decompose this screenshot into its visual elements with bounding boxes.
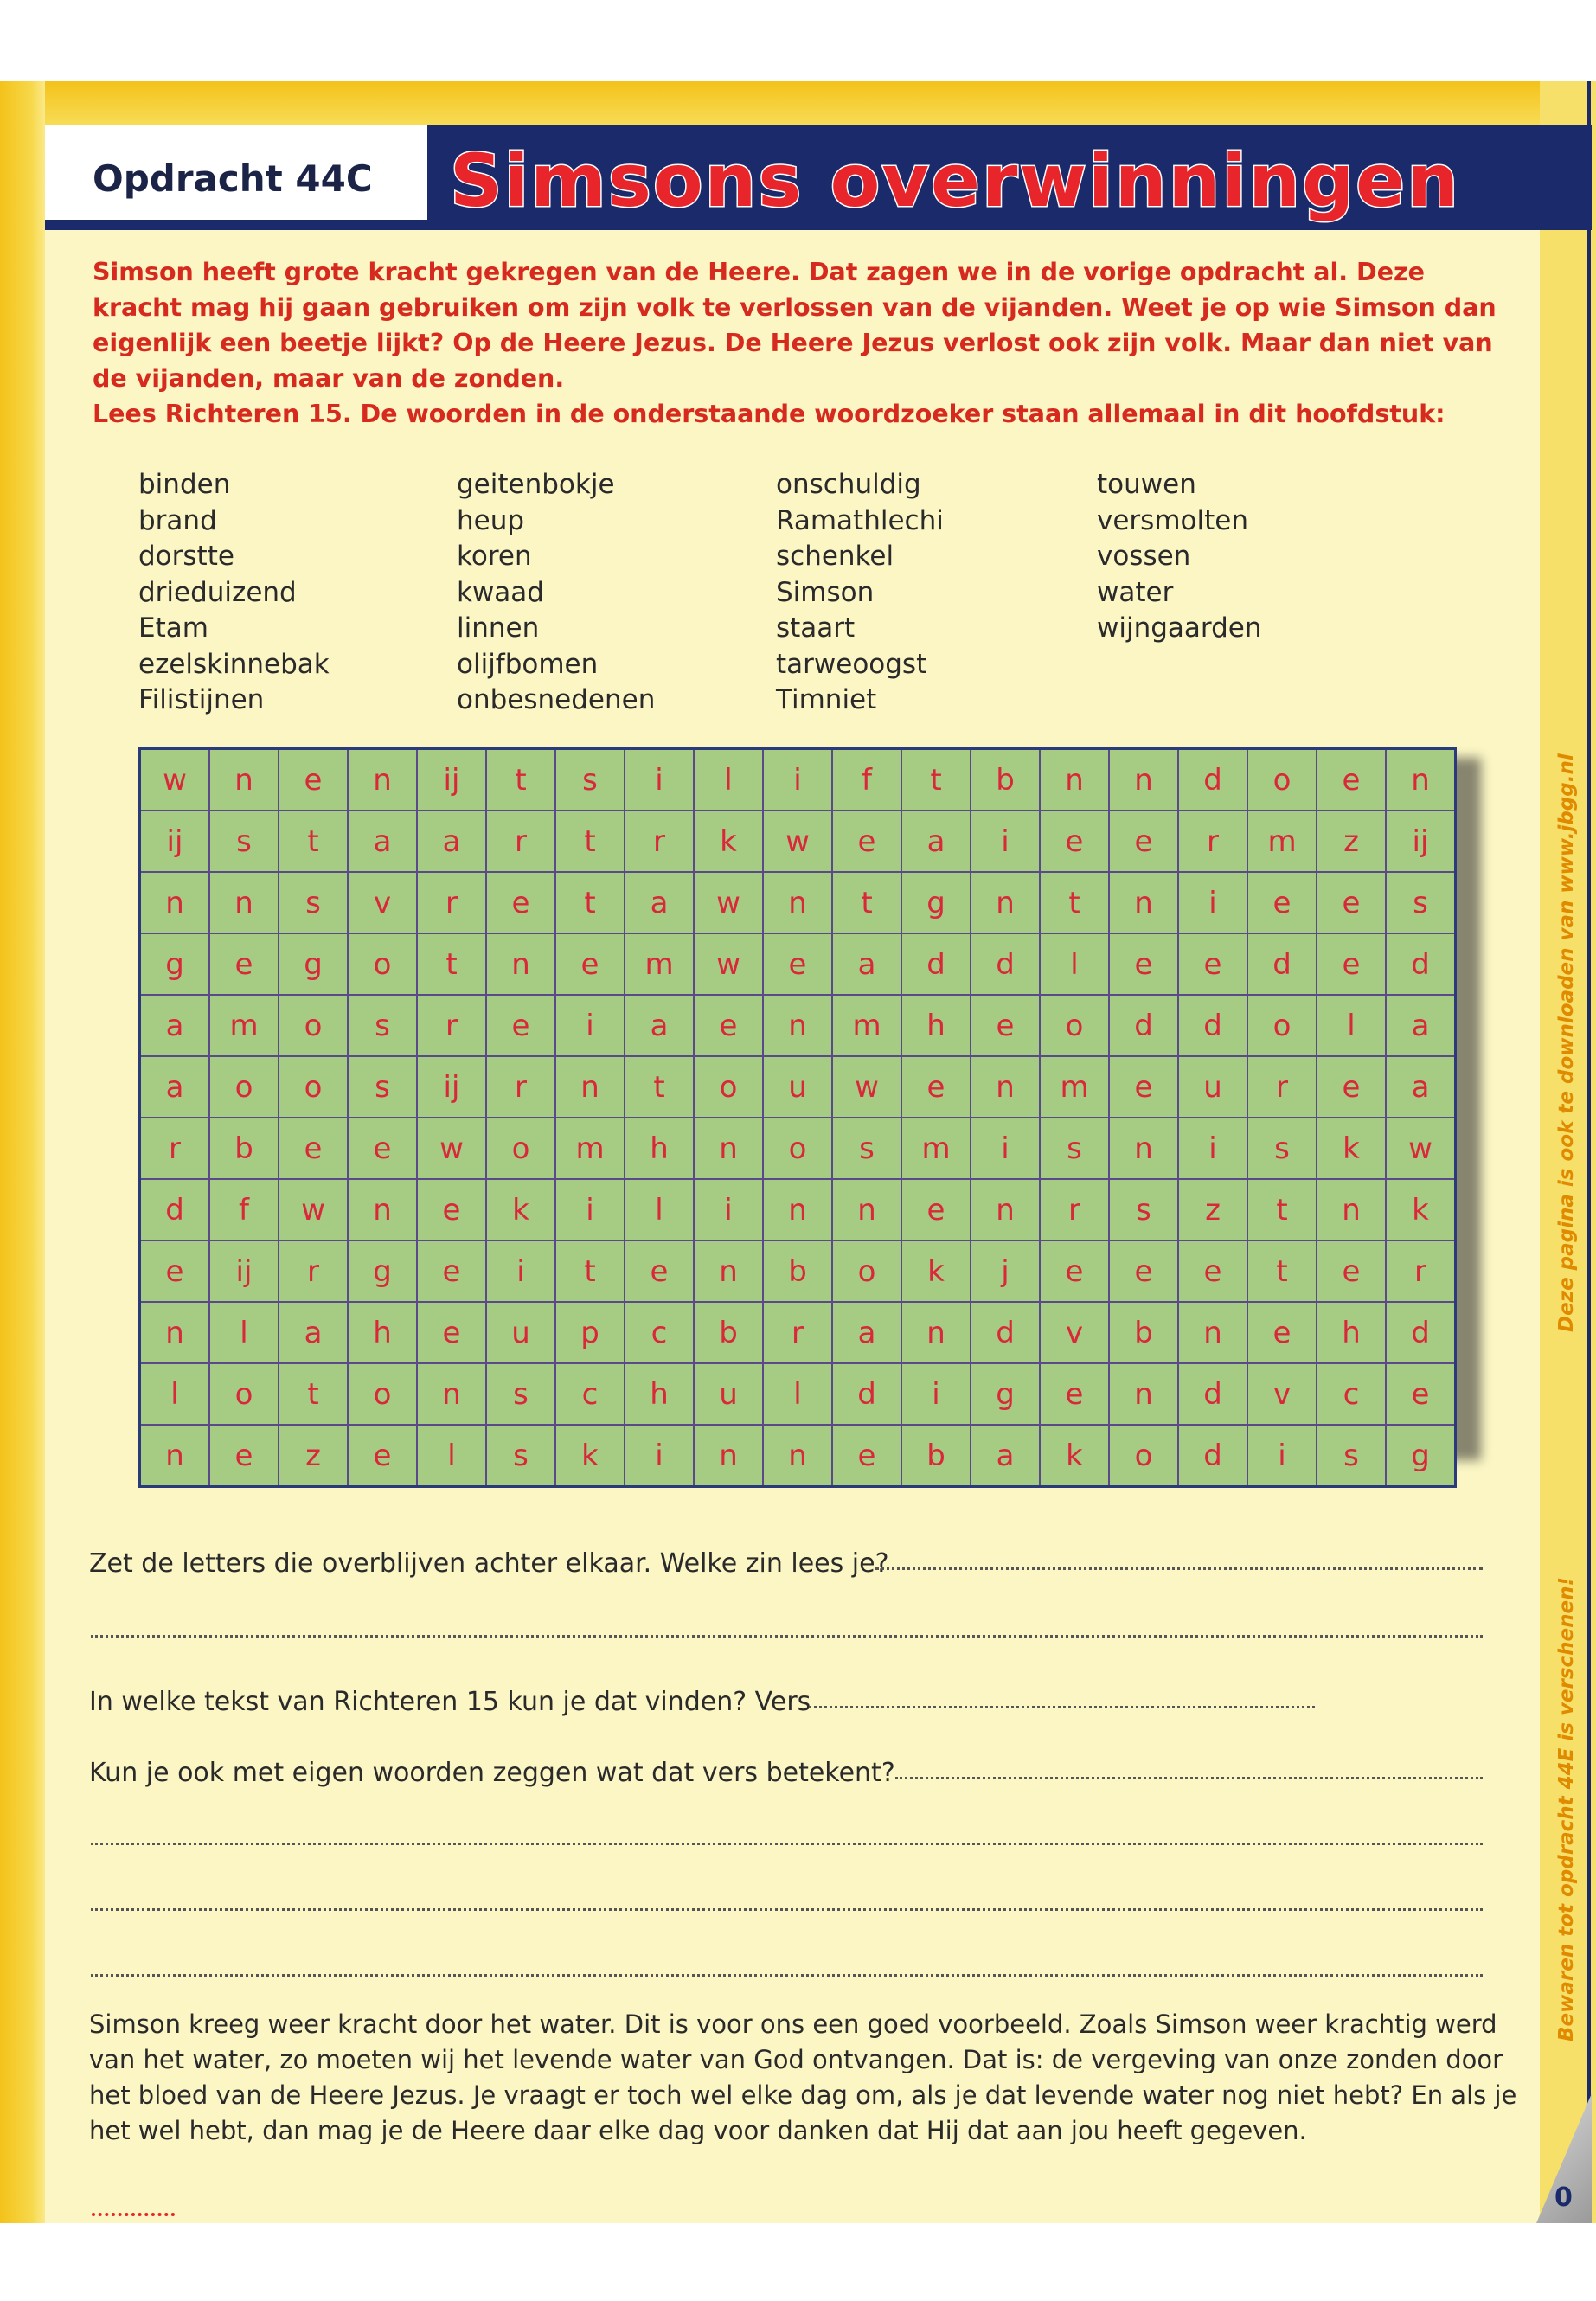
grid-cell[interactable]: t: [555, 811, 625, 872]
word-column: [776, 467, 944, 719]
side-note-keep: Bewaren tot opdracht 44E is verschenen!: [1555, 1577, 1578, 2041]
grid-cell[interactable]: n: [1386, 749, 1456, 811]
word-item: water: [1097, 576, 1174, 608]
grid-cell[interactable]: e: [1317, 933, 1386, 995]
grid-cell[interactable]: u: [1178, 1056, 1247, 1118]
grid-cell[interactable]: e: [763, 933, 832, 995]
bottom-mark: [92, 2208, 175, 2216]
grid-cell[interactable]: e: [279, 1118, 348, 1179]
grid-cell[interactable]: ij: [209, 1240, 279, 1302]
grid-cell[interactable]: n: [832, 1179, 901, 1240]
answer-line-3b[interactable]: [91, 1843, 1483, 1845]
grid-cell[interactable]: r: [1386, 1240, 1456, 1302]
grid-cell[interactable]: s: [832, 1118, 901, 1179]
grid-cell[interactable]: d: [140, 1179, 210, 1240]
grid-cell[interactable]: e: [209, 1425, 279, 1487]
grid-cell[interactable]: h: [348, 1302, 417, 1363]
grid-cell[interactable]: i: [763, 749, 832, 811]
grid-cell[interactable]: n: [1109, 872, 1178, 933]
grid-cell[interactable]: w: [694, 872, 763, 933]
grid-cell[interactable]: h: [1317, 1302, 1386, 1363]
grid-cell[interactable]: m: [832, 995, 901, 1056]
word-item: wijngaarden: [1097, 612, 1262, 644]
grid-cell[interactable]: i: [486, 1240, 555, 1302]
grid-cell[interactable]: w: [417, 1118, 486, 1179]
grid-cell[interactable]: t: [1040, 872, 1109, 933]
grid-cell[interactable]: n: [763, 1425, 832, 1487]
grid-cell[interactable]: n: [417, 1363, 486, 1425]
grid-cell[interactable]: n: [209, 749, 279, 811]
word-item: Etam: [138, 612, 208, 644]
grid-row: [140, 1179, 1456, 1240]
grid-cell[interactable]: c: [1317, 1363, 1386, 1425]
grid-cell[interactable]: l: [625, 1179, 694, 1240]
grid-cell[interactable]: m: [625, 933, 694, 995]
word-item: geitenbokje: [457, 469, 615, 500]
grid-cell[interactable]: o: [209, 1056, 279, 1118]
grid-cell[interactable]: t: [625, 1056, 694, 1118]
grid-cell[interactable]: e: [417, 1179, 486, 1240]
grid-cell[interactable]: i: [971, 811, 1040, 872]
grid-cell[interactable]: b: [1109, 1302, 1178, 1363]
grid-cell[interactable]: s: [555, 749, 625, 811]
grid-cell[interactable]: e: [1247, 872, 1317, 933]
word-item: linnen: [457, 612, 540, 644]
grid-cell[interactable]: u: [763, 1056, 832, 1118]
grid-cell[interactable]: n: [763, 995, 832, 1056]
grid-cell[interactable]: d: [1386, 1302, 1456, 1363]
word-item: versmolten: [1097, 504, 1248, 536]
grid-cell[interactable]: d: [1109, 995, 1178, 1056]
grid-cell[interactable]: w: [279, 1179, 348, 1240]
grid-cell[interactable]: e: [279, 749, 348, 811]
word-item: drieduizend: [138, 576, 297, 608]
answer-line-1b[interactable]: [91, 1635, 1483, 1638]
grid-cell[interactable]: e: [1040, 1363, 1109, 1425]
grid-cell[interactable]: n: [348, 1179, 417, 1240]
grid-cell[interactable]: w: [140, 749, 210, 811]
grid-cell[interactable]: o: [279, 1056, 348, 1118]
grid-cell[interactable]: n: [1109, 749, 1178, 811]
grid-cell[interactable]: e: [971, 995, 1040, 1056]
grid-cell[interactable]: ij: [1386, 811, 1456, 872]
grid-row: [140, 1056, 1456, 1118]
assignment-label: Opdracht 44C: [93, 157, 373, 200]
grid-cell[interactable]: o: [348, 1363, 417, 1425]
grid-cell[interactable]: n: [971, 872, 1040, 933]
grid-cell[interactable]: n: [971, 1179, 1040, 1240]
question-1: Zet de letters die overblijven achter elkaar. Welke zin lees je?: [89, 1548, 889, 1579]
word-item: vossen: [1097, 541, 1191, 572]
grid-cell[interactable]: n: [694, 1118, 763, 1179]
closing-text: Simson kreeg weer kracht door het water. Dit is voor ons een goed voorbeeld. Zoals Simson weer krachtig werd van het water, zo moeten wij het levende water van God ontvangen. Dat is: de vergeving van onze zonden door het bloed van de Heere Jezus. Je vraagt er toch wel elke dag om, als je dat levende water nog niet hebt? En als je het wel hebt, dan mag je de Heere daar elke dag voor danken dat Hij dat aan jou heeft gegeven.: [89, 2009, 1517, 2145]
word-item: dorstte: [138, 541, 234, 572]
page-title: Simsons overwinningen: [450, 138, 1460, 223]
grid-cell[interactable]: a: [140, 1056, 210, 1118]
grid-cell[interactable]: b: [694, 1302, 763, 1363]
grid-cell[interactable]: h: [625, 1118, 694, 1179]
grid-cell[interactable]: r: [140, 1118, 210, 1179]
grid-cell[interactable]: e: [1178, 1240, 1247, 1302]
grid-row: [140, 872, 1456, 933]
grid-cell[interactable]: a: [348, 811, 417, 872]
grid-cell[interactable]: e: [348, 1425, 417, 1487]
grid-row: [140, 749, 1456, 811]
word-item: koren: [457, 541, 532, 572]
word-item: Filistijnen: [138, 684, 265, 715]
word-item: Timniet: [776, 684, 877, 715]
grid-cell[interactable]: w: [832, 1056, 901, 1118]
word-item: kwaad: [457, 576, 544, 608]
grid-cell[interactable]: i: [555, 1179, 625, 1240]
grid-cell[interactable]: n: [1109, 1363, 1178, 1425]
grid-cell[interactable]: n: [1178, 1302, 1247, 1363]
grid-cell[interactable]: o: [832, 1240, 901, 1302]
grid-cell[interactable]: n: [694, 1425, 763, 1487]
grid-cell[interactable]: e: [901, 1056, 971, 1118]
grid-cell[interactable]: r: [486, 1056, 555, 1118]
grid-cell[interactable]: u: [486, 1302, 555, 1363]
grid-cell[interactable]: e: [1317, 872, 1386, 933]
grid-cell[interactable]: e: [1317, 1240, 1386, 1302]
grid-cell[interactable]: l: [209, 1302, 279, 1363]
side-note-download: Deze pagina is ook te downloaden van www.jbgg.nl: [1555, 753, 1578, 1332]
grid-cell[interactable]: n: [901, 1302, 971, 1363]
grid-cell[interactable]: i: [1247, 1425, 1317, 1487]
grid-cell[interactable]: a: [901, 811, 971, 872]
word-column: [138, 467, 330, 719]
word-item: heup: [457, 504, 525, 536]
grid-cell[interactable]: e: [1040, 1240, 1109, 1302]
grid-cell[interactable]: d: [1178, 1363, 1247, 1425]
grid-cell[interactable]: n: [763, 872, 832, 933]
grid-cell[interactable]: z: [1317, 811, 1386, 872]
word-item: Simson: [776, 576, 875, 608]
grid-cell[interactable]: l: [1317, 995, 1386, 1056]
grid-cell[interactable]: i: [625, 1425, 694, 1487]
grid-cell[interactable]: e: [832, 811, 901, 872]
left-strip: [0, 81, 45, 2223]
grid-cell[interactable]: i: [901, 1363, 971, 1425]
grid-cell[interactable]: n: [763, 1179, 832, 1240]
grid-cell[interactable]: o: [279, 995, 348, 1056]
grid-cell[interactable]: e: [555, 933, 625, 995]
grid-cell[interactable]: o: [486, 1118, 555, 1179]
grid-cell[interactable]: i: [1178, 872, 1247, 933]
grid-cell[interactable]: t: [832, 872, 901, 933]
grid-cell[interactable]: m: [209, 995, 279, 1056]
intro-instruction: Lees Richteren 15. De woorden in de onderstaande woordzoeker staan allemaal in dit hoofdstuk:: [93, 400, 1445, 428]
grid-cell[interactable]: d: [901, 933, 971, 995]
grid-cell[interactable]: m: [1040, 1056, 1109, 1118]
grid-cell[interactable]: n: [1040, 749, 1109, 811]
grid-cell[interactable]: r: [417, 995, 486, 1056]
grid-cell[interactable]: e: [486, 995, 555, 1056]
grid-cell[interactable]: n: [140, 872, 210, 933]
answer-line-3c[interactable]: [91, 1908, 1483, 1911]
grid-cell[interactable]: p: [555, 1302, 625, 1363]
grid-cell[interactable]: e: [1040, 811, 1109, 872]
grid-cell[interactable]: h: [901, 995, 971, 1056]
grid-cell[interactable]: d: [1386, 933, 1456, 995]
grid-cell[interactable]: u: [694, 1363, 763, 1425]
grid-cell[interactable]: k: [1386, 1179, 1456, 1240]
answer-line-1a[interactable]: [875, 1567, 1483, 1570]
grid-cell[interactable]: e: [417, 1240, 486, 1302]
grid-cell[interactable]: o: [1247, 749, 1317, 811]
grid-cell[interactable]: e: [625, 1240, 694, 1302]
grid-cell[interactable]: ij: [140, 811, 210, 872]
grid-cell[interactable]: k: [1040, 1425, 1109, 1487]
grid-cell[interactable]: s: [486, 1425, 555, 1487]
grid-row: [140, 1363, 1456, 1425]
grid-cell[interactable]: n: [140, 1425, 210, 1487]
grid-cell[interactable]: d: [1178, 1425, 1247, 1487]
grid-cell[interactable]: k: [486, 1179, 555, 1240]
grid-cell[interactable]: d: [1178, 749, 1247, 811]
grid-cell[interactable]: t: [555, 1240, 625, 1302]
grid-cell[interactable]: r: [1040, 1179, 1109, 1240]
right-border-line: [1587, 81, 1591, 2223]
grid-cell[interactable]: t: [901, 749, 971, 811]
grid-cell[interactable]: r: [763, 1302, 832, 1363]
grid-cell[interactable]: k: [1317, 1118, 1386, 1179]
grid-cell[interactable]: t: [1247, 1240, 1317, 1302]
grid-cell[interactable]: g: [279, 933, 348, 995]
grid-cell[interactable]: w: [763, 811, 832, 872]
grid-cell[interactable]: m: [1247, 811, 1317, 872]
grid-cell[interactable]: e: [832, 1425, 901, 1487]
grid-cell[interactable]: s: [1386, 872, 1456, 933]
word-search-grid: [138, 747, 1457, 1488]
grid-cell[interactable]: e: [1178, 933, 1247, 995]
grid-cell[interactable]: c: [555, 1363, 625, 1425]
intro-paragraph: Simson heeft grote kracht gekregen van de Heere. Dat zagen we in de vorige opdracht al. Deze kracht mag hij gaan gebruiken om zijn volk te verlossen van de vijanden. Weet je op wie Simson dan eigenlijk een beetje lijkt? Op de Heere Jezus. De Heere Jezus verlost ook zijn volk. Maar dan niet van de vijanden, maar van de zonden.: [93, 258, 1497, 393]
grid-cell[interactable]: m: [555, 1118, 625, 1179]
word-column: [1097, 467, 1262, 647]
grid-cell[interactable]: n: [555, 1056, 625, 1118]
grid-cell[interactable]: e: [486, 872, 555, 933]
grid-cell[interactable]: i: [625, 749, 694, 811]
grid-cell[interactable]: n: [971, 1056, 1040, 1118]
grid-cell[interactable]: e: [1109, 811, 1178, 872]
grid-cell[interactable]: a: [971, 1425, 1040, 1487]
grid-cell[interactable]: t: [486, 749, 555, 811]
word-item: tarweoogst: [776, 648, 927, 680]
grid-cell[interactable]: n: [1317, 1179, 1386, 1240]
grid-cell[interactable]: v: [1247, 1363, 1317, 1425]
grid-cell[interactable]: g: [348, 1240, 417, 1302]
grid-cell[interactable]: e: [901, 1179, 971, 1240]
grid-cell[interactable]: z: [1178, 1179, 1247, 1240]
grid-cell[interactable]: i: [694, 1179, 763, 1240]
grid-row: [140, 811, 1456, 872]
grid-cell[interactable]: l: [694, 749, 763, 811]
grid-cell[interactable]: r: [279, 1240, 348, 1302]
grid-cell[interactable]: e: [417, 1302, 486, 1363]
grid-cell[interactable]: k: [901, 1240, 971, 1302]
grid-cell[interactable]: o: [1109, 1425, 1178, 1487]
grid-cell[interactable]: a: [417, 811, 486, 872]
grid-cell[interactable]: e: [1109, 933, 1178, 995]
grid-cell[interactable]: n: [209, 872, 279, 933]
grid-cell[interactable]: a: [625, 872, 694, 933]
grid-cell[interactable]: o: [694, 1056, 763, 1118]
grid-cell[interactable]: f: [832, 749, 901, 811]
grid-row: [140, 995, 1456, 1056]
grid-row: [140, 1240, 1456, 1302]
grid-cell[interactable]: e: [140, 1240, 210, 1302]
grid-cell[interactable]: r: [1247, 1056, 1317, 1118]
grid-cell[interactable]: o: [1040, 995, 1109, 1056]
grid-cell[interactable]: a: [140, 995, 210, 1056]
grid-cell[interactable]: s: [486, 1363, 555, 1425]
grid-cell[interactable]: l: [763, 1363, 832, 1425]
word-item: brand: [138, 504, 217, 536]
grid-cell[interactable]: t: [279, 1363, 348, 1425]
grid-cell[interactable]: t: [279, 811, 348, 872]
grid-cell[interactable]: o: [763, 1118, 832, 1179]
grid-cell[interactable]: j: [971, 1240, 1040, 1302]
word-item: onbesnedenen: [457, 684, 656, 715]
intro-text: [93, 254, 1511, 432]
grid-cell[interactable]: t: [555, 872, 625, 933]
grid-cell[interactable]: d: [971, 1302, 1040, 1363]
grid-cell[interactable]: ij: [417, 749, 486, 811]
grid-cell[interactable]: b: [763, 1240, 832, 1302]
grid-cell[interactable]: o: [1247, 995, 1317, 1056]
grid-cell[interactable]: t: [1247, 1179, 1317, 1240]
grid-cell[interactable]: e: [1247, 1302, 1317, 1363]
word-column: [457, 467, 655, 719]
word-item: Ramathlechi: [776, 504, 944, 536]
grid-cell[interactable]: e: [1317, 1056, 1386, 1118]
grid-cell[interactable]: w: [694, 933, 763, 995]
grid-cell[interactable]: l: [140, 1363, 210, 1425]
word-list: [138, 467, 1263, 727]
grid-cell[interactable]: s: [1247, 1118, 1317, 1179]
grid-cell[interactable]: s: [1317, 1425, 1386, 1487]
grid-cell[interactable]: s: [1109, 1179, 1178, 1240]
grid-cell[interactable]: s: [279, 872, 348, 933]
grid-cell[interactable]: n: [348, 749, 417, 811]
grid-cell[interactable]: f: [209, 1179, 279, 1240]
grid-cell[interactable]: h: [625, 1363, 694, 1425]
answer-line-3a[interactable]: [895, 1777, 1483, 1779]
grid-cell[interactable]: v: [348, 872, 417, 933]
grid-cell[interactable]: d: [971, 933, 1040, 995]
grid-cell[interactable]: c: [625, 1302, 694, 1363]
grid-cell[interactable]: e: [1109, 1056, 1178, 1118]
grid-cell[interactable]: b: [901, 1425, 971, 1487]
grid-cell[interactable]: e: [694, 995, 763, 1056]
grid-cell[interactable]: s: [348, 995, 417, 1056]
grid-cell[interactable]: r: [417, 872, 486, 933]
grid-cell[interactable]: e: [209, 933, 279, 995]
grid-row: [140, 1118, 1456, 1179]
grid-cell[interactable]: r: [486, 811, 555, 872]
word-item: schenkel: [776, 541, 894, 572]
grid-cell[interactable]: o: [348, 933, 417, 995]
grid-cell[interactable]: d: [1247, 933, 1317, 995]
page-number: 0: [1554, 2182, 1573, 2213]
grid-row: [140, 933, 1456, 995]
grid-cell[interactable]: r: [1178, 811, 1247, 872]
grid-cell[interactable]: r: [625, 811, 694, 872]
grid-cell[interactable]: w: [1386, 1118, 1456, 1179]
grid-cell[interactable]: e: [1109, 1240, 1178, 1302]
grid-cell[interactable]: i: [971, 1118, 1040, 1179]
grid-cell[interactable]: a: [832, 933, 901, 995]
grid-cell[interactable]: z: [279, 1425, 348, 1487]
grid-cell[interactable]: b: [971, 749, 1040, 811]
grid-cell[interactable]: d: [1178, 995, 1247, 1056]
grid-cell[interactable]: e: [1386, 1363, 1456, 1425]
grid-cell[interactable]: d: [832, 1363, 901, 1425]
word-item: binden: [138, 469, 231, 500]
grid-cell[interactable]: v: [1040, 1302, 1109, 1363]
grid-cell[interactable]: e: [348, 1118, 417, 1179]
grid-cell[interactable]: s: [1040, 1118, 1109, 1179]
question-3: Kun je ook met eigen woorden zeggen wat dat vers betekent?: [89, 1758, 895, 1788]
grid-cell[interactable]: l: [417, 1425, 486, 1487]
grid-cell[interactable]: n: [694, 1240, 763, 1302]
grid-cell[interactable]: g: [971, 1363, 1040, 1425]
grid-cell[interactable]: e: [1317, 749, 1386, 811]
grid-cell[interactable]: s: [209, 811, 279, 872]
answer-line-2[interactable]: [809, 1706, 1315, 1708]
grid-cell[interactable]: a: [279, 1302, 348, 1363]
word-item: onschuldig: [776, 469, 921, 500]
top-strip: [0, 81, 1596, 125]
grid-row: [140, 1302, 1456, 1363]
grid-cell[interactable]: a: [1386, 995, 1456, 1056]
grid-cell[interactable]: t: [417, 933, 486, 995]
grid-cell[interactable]: s: [348, 1056, 417, 1118]
grid-cell[interactable]: a: [1386, 1056, 1456, 1118]
grid-cell[interactable]: a: [625, 995, 694, 1056]
question-2: In welke tekst van Richteren 15 kun je dat vinden? Vers: [89, 1687, 811, 1717]
grid-cell[interactable]: g: [901, 872, 971, 933]
grid-cell[interactable]: g: [1386, 1425, 1456, 1487]
grid-cell[interactable]: l: [1040, 933, 1109, 995]
grid-cell[interactable]: o: [209, 1363, 279, 1425]
grid-cell[interactable]: b: [209, 1118, 279, 1179]
word-item: staart: [776, 612, 856, 644]
grid-cell[interactable]: k: [694, 811, 763, 872]
word-item: touwen: [1097, 469, 1196, 500]
grid-cell[interactable]: ij: [417, 1056, 486, 1118]
word-item: ezelskinnebak: [138, 648, 330, 680]
answer-line-3d[interactable]: [91, 1974, 1483, 1977]
grid-cell[interactable]: i: [1178, 1118, 1247, 1179]
grid-cell[interactable]: n: [486, 933, 555, 995]
grid-cell[interactable]: i: [555, 995, 625, 1056]
grid-cell[interactable]: n: [1109, 1118, 1178, 1179]
word-item: olijfbomen: [457, 648, 599, 680]
grid-cell[interactable]: a: [832, 1302, 901, 1363]
grid-cell[interactable]: m: [901, 1118, 971, 1179]
grid-cell[interactable]: n: [140, 1302, 210, 1363]
grid-cell[interactable]: k: [555, 1425, 625, 1487]
grid-row: [140, 1425, 1456, 1487]
grid-cell[interactable]: g: [140, 933, 210, 995]
